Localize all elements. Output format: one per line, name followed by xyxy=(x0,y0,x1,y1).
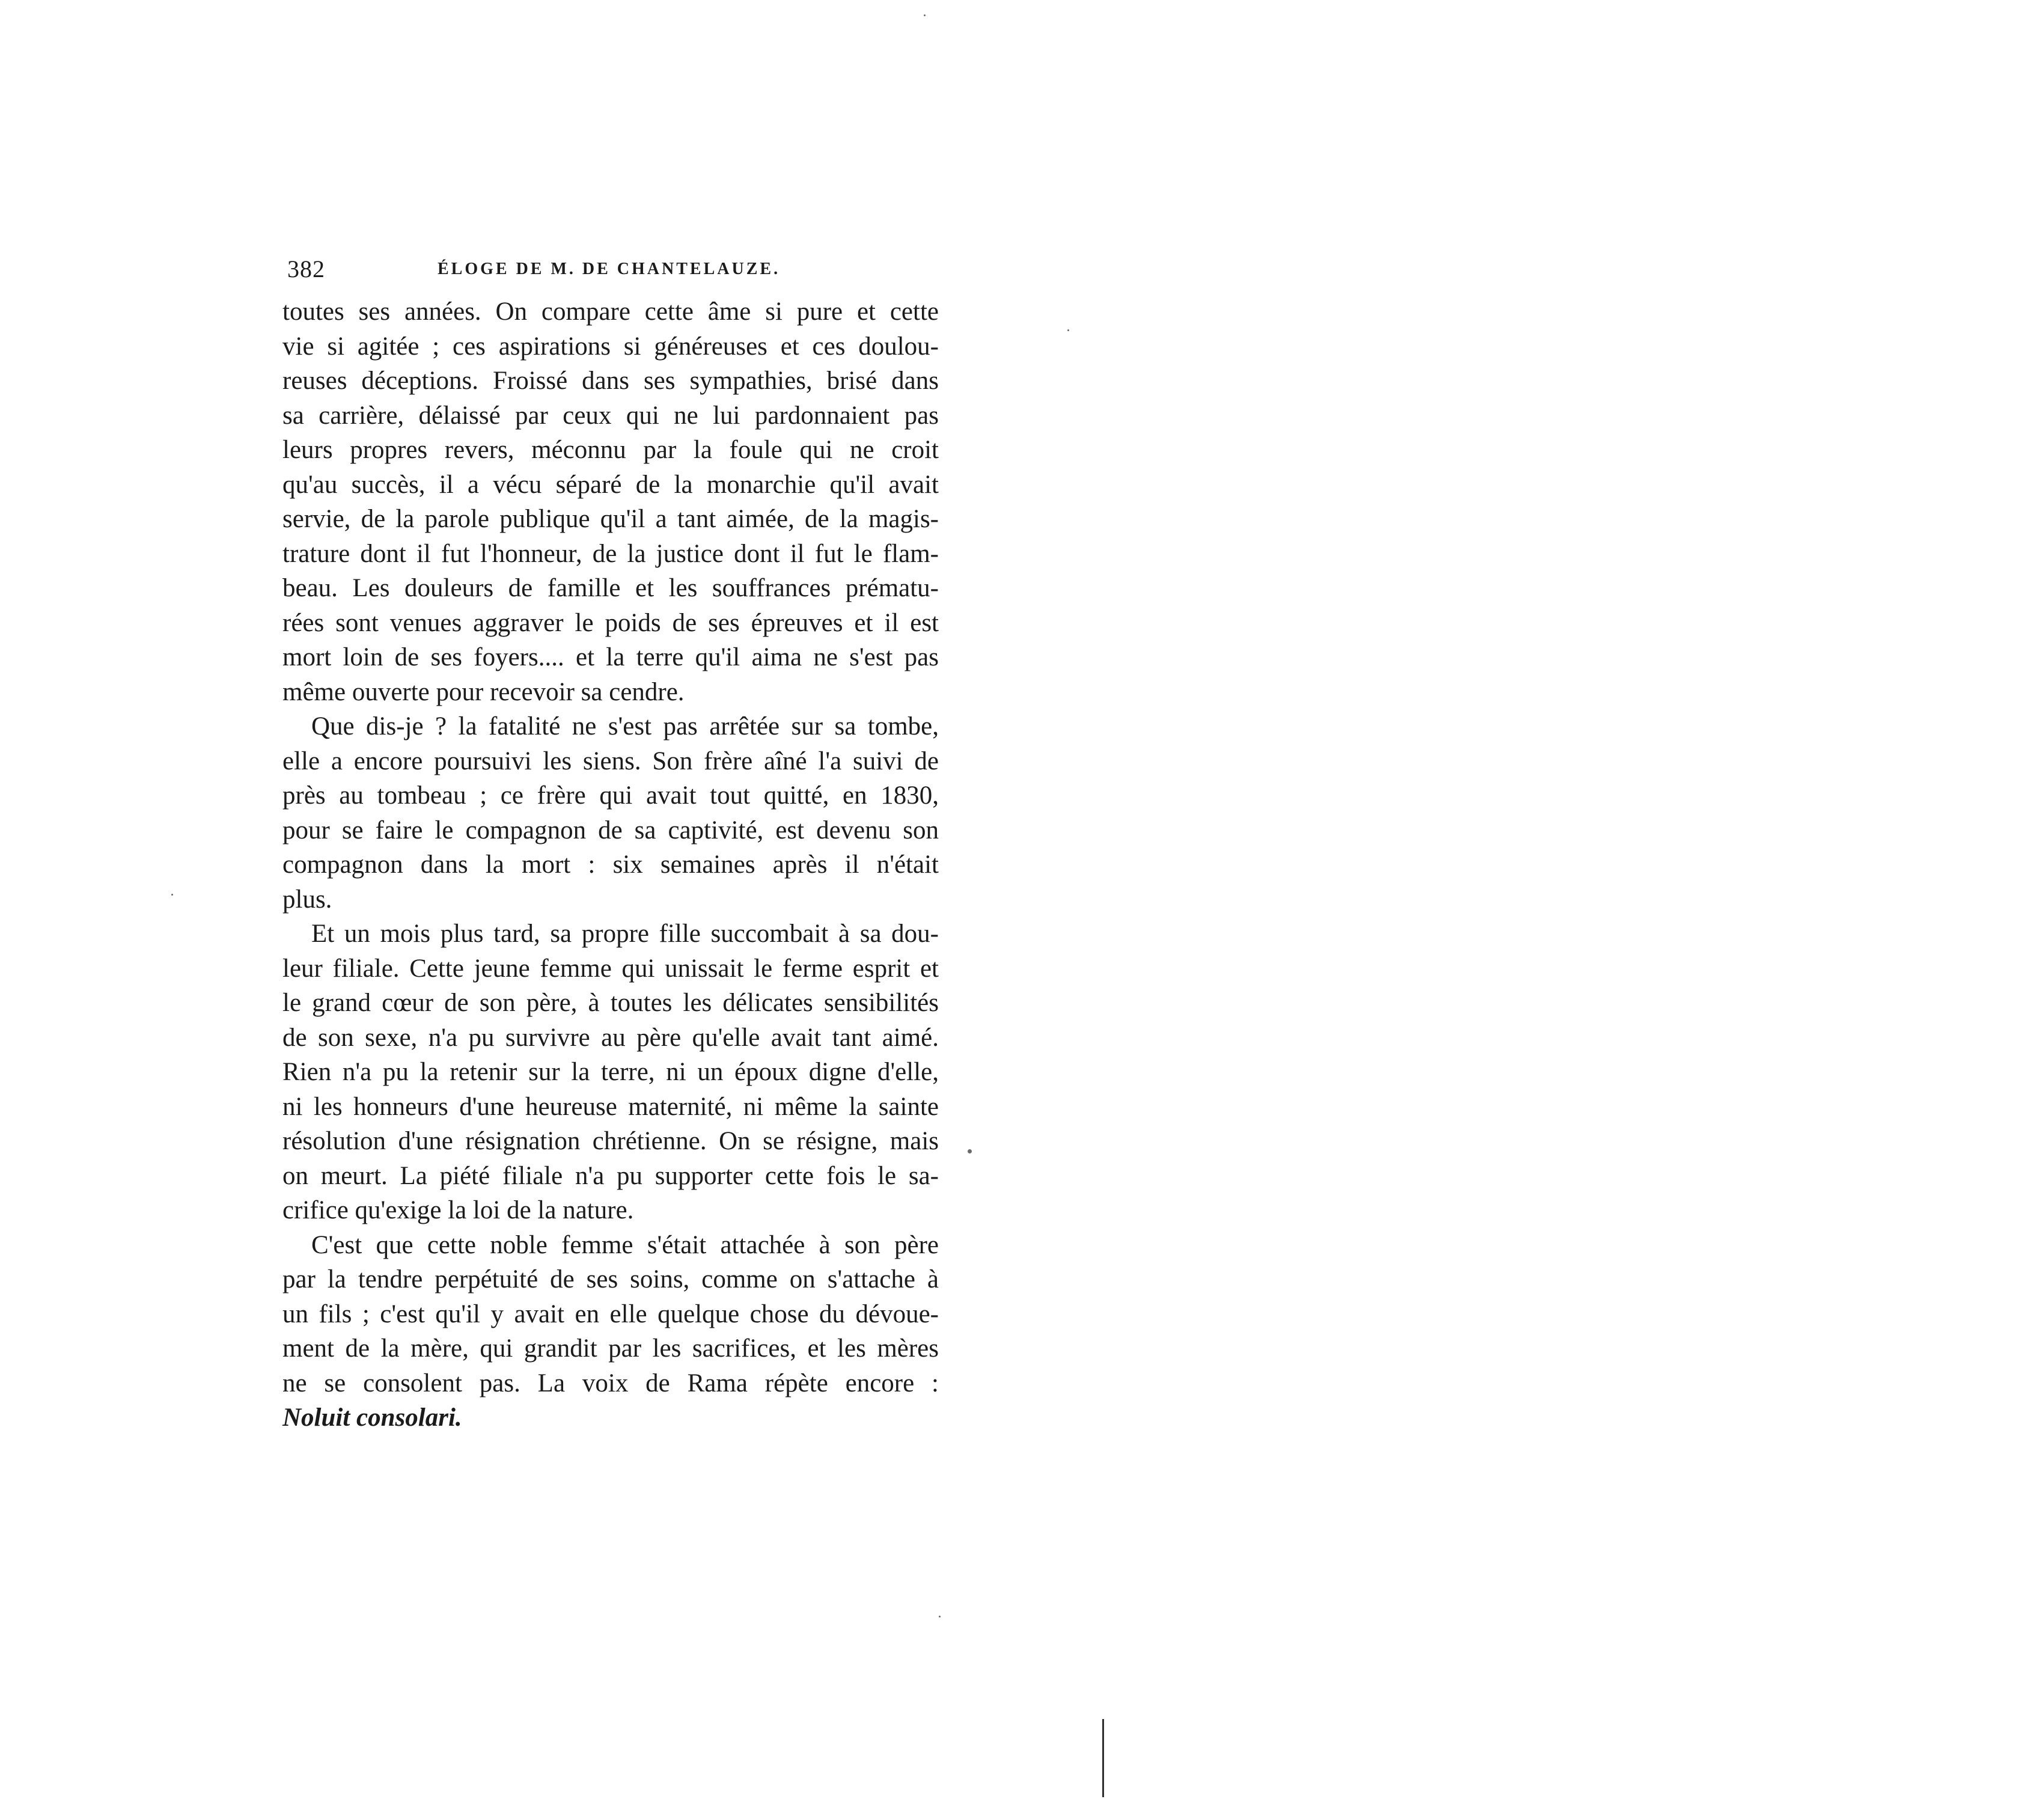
text-line: compagnon dans la mort : six semaines après il n'était xyxy=(282,851,939,879)
text-line: de son sexe, n'a pu survivre au père qu'elle avait tant aimé. xyxy=(282,1023,939,1052)
text-line: toutes ses années. On compare cette âme si pure et cette xyxy=(282,298,939,326)
text-line: le grand cœur de son père, à toutes les délicates sensibilités xyxy=(282,989,939,1017)
latin-quotation: Noluit consolari. xyxy=(282,1403,462,1432)
text-line: près au tombeau ; ce frère qui avait tout quitté, en 1830, xyxy=(282,781,939,810)
text-line: Rien n'a pu la retenir sur la terre, ni un époux digne d'elle, xyxy=(282,1058,939,1086)
text-line: elle a encore poursuivi les siens. Son frère aîné l'a suivi de xyxy=(282,747,939,775)
running-title: ÉLOGE DE M. DE CHANTELAUZE. xyxy=(438,260,781,278)
text-line: Que dis-je ? la fatalité ne s'est pas arrêtée sur sa tombe, xyxy=(311,712,939,741)
text-line: mort loin de ses foyers.... et la terre qu'il aima ne s'est pas xyxy=(282,643,939,671)
scan-speck xyxy=(1067,329,1069,331)
scan-speck xyxy=(939,1616,941,1617)
text-line: leur filiale. Cette jeune femme qui unissait le ferme esprit et xyxy=(282,954,939,983)
text-line: on meurt. La piété filiale n'a pu supporter cette fois le sa- xyxy=(282,1161,939,1190)
text-line: un fils ; c'est qu'il y avait en elle quelque chose du dévoue- xyxy=(282,1300,939,1328)
text-line: ne se consolent pas. La voix de Rama répète encore : xyxy=(282,1369,939,1397)
text-line: servie, de la parole publique qu'il a tant aimée, de la magis- xyxy=(282,505,939,533)
text-line: sa carrière, délaissé par ceux qui ne lui pardonnaient pas xyxy=(282,401,939,430)
text-line: ment de la mère, qui grandit par les sacrifices, et les mères xyxy=(282,1334,939,1363)
text-line: crifice qu'exige la loi de la nature. xyxy=(282,1196,634,1224)
text-line: vie si agitée ; ces aspirations si généreuses et ces doulou- xyxy=(282,332,939,361)
paragraph-2 xyxy=(282,709,939,917)
text-line: beau. Les douleurs de famille et les souffrances prématu- xyxy=(282,574,939,602)
text-line: leurs propres revers, méconnu par la foule qui ne croit xyxy=(282,436,939,464)
paragraph-1 xyxy=(282,295,939,709)
running-head xyxy=(287,251,942,287)
text-line: ni les honneurs d'une heureuse maternité, ni même la sainte xyxy=(282,1092,939,1121)
text-line: Et un mois plus tard, sa propre fille succombait à sa dou- xyxy=(311,920,939,948)
text-line: trature dont il fut l'honneur, de la justice dont il fut le flam- xyxy=(282,539,939,568)
scan-speck xyxy=(968,1149,972,1153)
paragraph-3 xyxy=(282,917,939,1228)
page-number: 382 xyxy=(287,255,325,282)
text-line: rées sont venues aggraver le poids de ses épreuves et il est xyxy=(282,608,939,637)
text-line: plus. xyxy=(282,885,332,914)
body-text xyxy=(282,295,939,1435)
paragraph-4 xyxy=(282,1228,939,1435)
text-line: reuses déceptions. Froissé dans ses sympathies, brisé dans xyxy=(282,367,939,395)
text-line: même ouverte pour recevoir sa cendre. xyxy=(282,677,685,706)
text-line: qu'au succès, il a vécu séparé de la monarchie qu'il avait xyxy=(282,470,939,499)
scan-speck xyxy=(924,14,926,16)
text-line: résolution d'une résignation chrétienne. On se résigne, mais xyxy=(282,1127,939,1155)
text-line: pour se faire le compagnon de sa captivité, est devenu son xyxy=(282,816,939,844)
text-line: par la tendre perpétuité de ses soins, comme on s'attache à xyxy=(282,1265,939,1293)
scan-speck xyxy=(171,894,173,896)
text-line: C'est que cette noble femme s'était attachée à son père xyxy=(311,1230,939,1259)
gutter-rule xyxy=(1102,1719,1104,1797)
